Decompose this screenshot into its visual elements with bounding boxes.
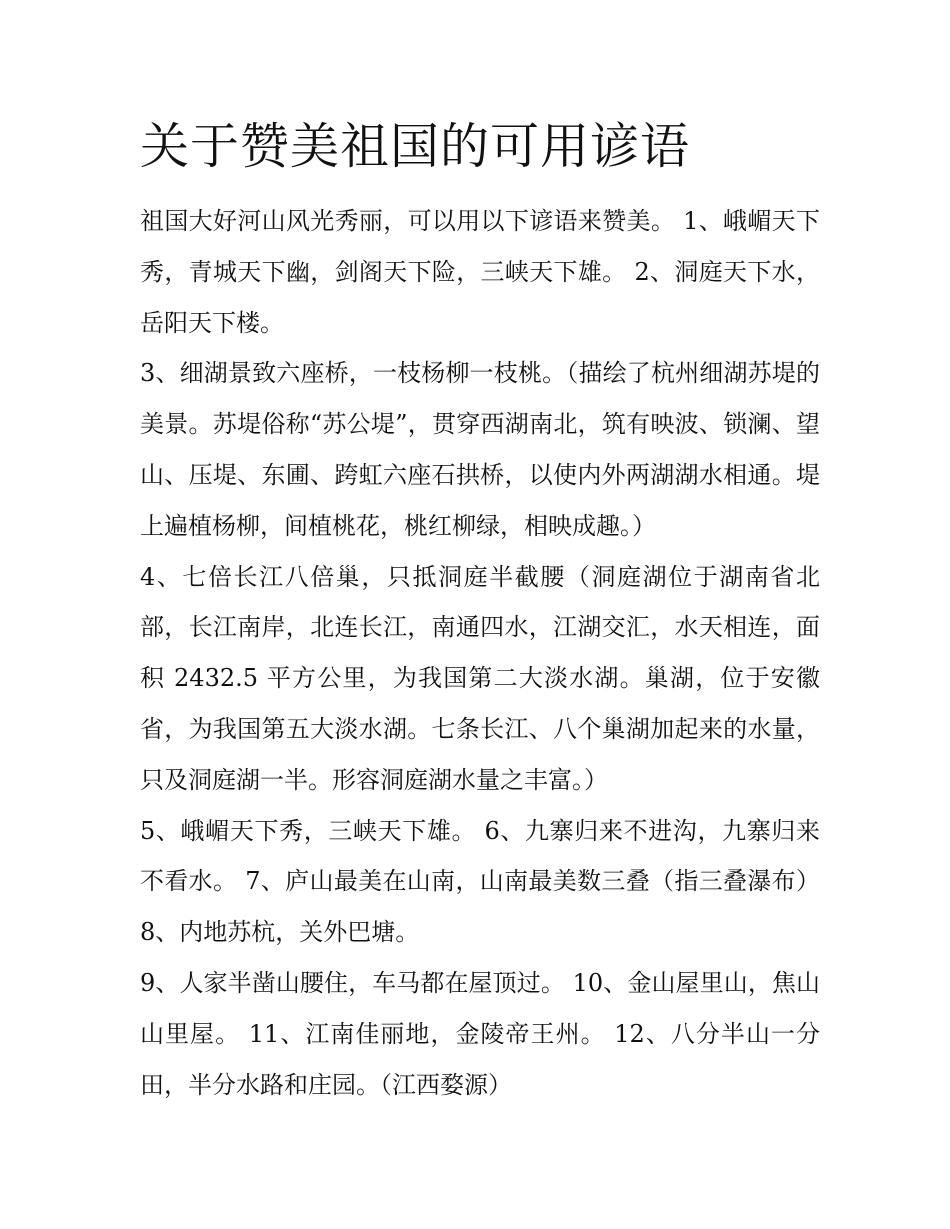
paragraph-intro: 祖国大好河山风光秀丽，可以用以下谚语来赞美。 1、峨嵋天下秀，青城天下幽，剑阁天下险，三峡天下雄。 2、洞庭天下水，岳阳天下楼。 (140, 207, 820, 337)
document-body (140, 196, 820, 1110)
paragraph-mountains: 9、人家半凿山腰住，车马都在屋顶过。 10、金山屋里山，焦山山里屋。 11、江南佳丽地，金陵帝王州。 12、八分半山一分田，半分水路和庄园。（江西婺源） (140, 968, 820, 1099)
document-page (140, 112, 820, 1110)
paragraph-xihu: 3、细湖景致六座桥，一枝杨柳一枝桃。（描绘了杭州细湖苏堤的美景。苏堤俗称“苏公堤”，贯穿西湖南北，筑有映波、锁澜、望山、压堤、东圃、跨虹六座石拱桥，以使内外两湖湖水相通。堤上遍植杨柳，间植桃花，桃红柳绿，相映成趣。） (140, 359, 820, 540)
paragraph-scenery: 5、峨嵋天下秀，三峡天下雄。 6、九寨归来不进沟，九寨归来不看水。 7、庐山最美在山南，山南最美数三叠（指三叠瀑布） 8、内地苏杭，关外巴塘。 (140, 816, 820, 947)
document-title: 关于赞美祖国的可用谚语 (140, 118, 691, 175)
paragraph-dongting: 4、七倍长江八倍巢，只抵洞庭半截腰（洞庭湖位于湖南省北部，长江南岸，北连长江，南通四水，江湖交汇，水天相连，面积 2432.5 平方公里，为我国第二大淡水湖。巢湖，位于安徽省，为我国第五大淡水湖。七条长江、八个巢湖加起来的水量，只及洞庭湖一半。形容洞庭湖水量之丰富。） (140, 562, 820, 794)
